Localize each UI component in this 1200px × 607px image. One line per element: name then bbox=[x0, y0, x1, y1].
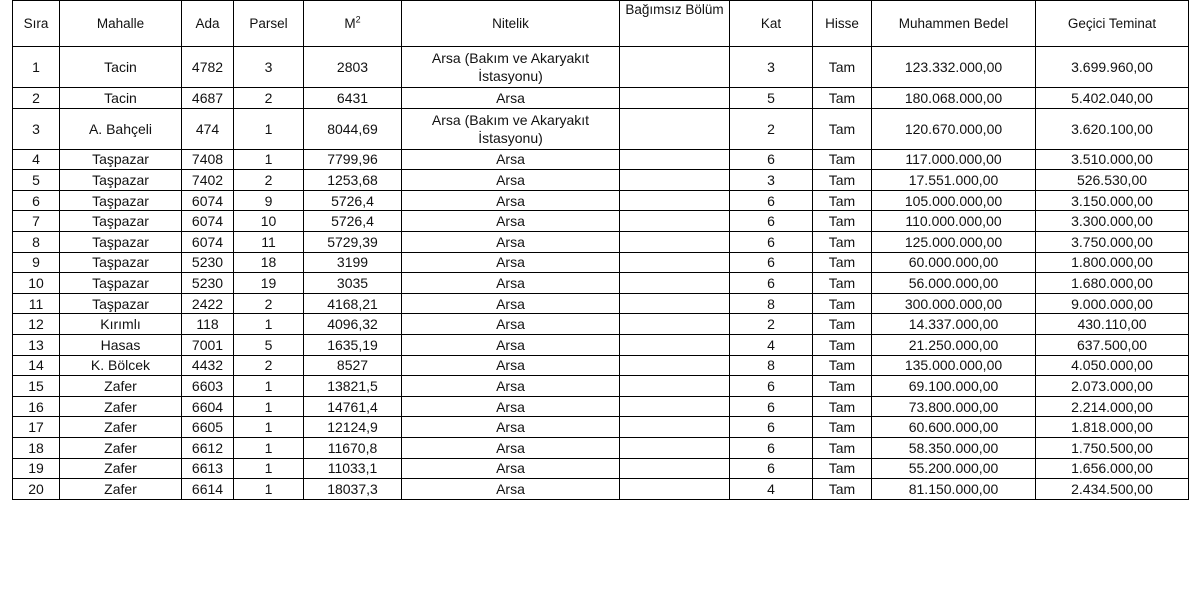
cell-kat: 4 bbox=[730, 334, 813, 355]
cell-ada: 7001 bbox=[182, 334, 234, 355]
cell-gecici-teminat: 1.818.000,00 bbox=[1036, 417, 1189, 438]
cell-mahalle: Taşpazar bbox=[60, 170, 182, 191]
cell-muhammen-bedel: 21.250.000,00 bbox=[872, 334, 1036, 355]
cell-sira: 19 bbox=[13, 458, 60, 479]
cell-m2: 12124,9 bbox=[304, 417, 402, 438]
cell-parsel: 18 bbox=[234, 252, 304, 273]
cell-nitelik: Arsa bbox=[402, 479, 620, 500]
cell-muhammen-bedel: 60.000.000,00 bbox=[872, 252, 1036, 273]
cell-m2: 4096,32 bbox=[304, 314, 402, 335]
cell-nitelik: Arsa bbox=[402, 458, 620, 479]
cell-ada: 4432 bbox=[182, 355, 234, 376]
cell-mahalle: Zafer bbox=[60, 437, 182, 458]
cell-nitelik: Arsa bbox=[402, 417, 620, 438]
cell-bagimsiz-bolum bbox=[620, 334, 730, 355]
document-page bbox=[12, 0, 1188, 607]
cell-gecici-teminat: 3.699.960,00 bbox=[1036, 47, 1189, 88]
cell-hisse: Tam bbox=[813, 231, 872, 252]
table-row bbox=[13, 479, 1189, 500]
table-row bbox=[13, 170, 1189, 191]
table-row bbox=[13, 108, 1189, 149]
table-row bbox=[13, 190, 1189, 211]
cell-bagimsiz-bolum bbox=[620, 293, 730, 314]
cell-ada: 4782 bbox=[182, 47, 234, 88]
cell-gecici-teminat: 1.800.000,00 bbox=[1036, 252, 1189, 273]
cell-sira: 11 bbox=[13, 293, 60, 314]
header-m2-base: M bbox=[344, 15, 356, 31]
cell-kat: 6 bbox=[730, 437, 813, 458]
cell-hisse: Tam bbox=[813, 170, 872, 191]
header-nitelik: Nitelik bbox=[402, 1, 620, 47]
table-header-row bbox=[13, 1, 1189, 47]
cell-gecici-teminat: 1.750.500,00 bbox=[1036, 437, 1189, 458]
cell-hisse: Tam bbox=[813, 88, 872, 109]
cell-muhammen-bedel: 135.000.000,00 bbox=[872, 355, 1036, 376]
table-row bbox=[13, 231, 1189, 252]
cell-m2: 1253,68 bbox=[304, 170, 402, 191]
cell-m2: 3035 bbox=[304, 273, 402, 294]
cell-mahalle: Zafer bbox=[60, 376, 182, 397]
cell-muhammen-bedel: 110.000.000,00 bbox=[872, 211, 1036, 232]
cell-muhammen-bedel: 56.000.000,00 bbox=[872, 273, 1036, 294]
table-row bbox=[13, 355, 1189, 376]
cell-sira: 13 bbox=[13, 334, 60, 355]
header-gecici-teminat: Geçici Teminat bbox=[1036, 1, 1189, 47]
cell-hisse: Tam bbox=[813, 458, 872, 479]
table-row bbox=[13, 417, 1189, 438]
cell-ada: 5230 bbox=[182, 273, 234, 294]
cell-ada: 7402 bbox=[182, 170, 234, 191]
cell-bagimsiz-bolum bbox=[620, 108, 730, 149]
cell-sira: 8 bbox=[13, 231, 60, 252]
cell-m2: 5726,4 bbox=[304, 211, 402, 232]
cell-ada: 7408 bbox=[182, 149, 234, 170]
cell-m2: 3199 bbox=[304, 252, 402, 273]
cell-parsel: 1 bbox=[234, 108, 304, 149]
cell-m2: 8044,69 bbox=[304, 108, 402, 149]
cell-mahalle: Zafer bbox=[60, 458, 182, 479]
cell-nitelik: Arsa bbox=[402, 314, 620, 335]
cell-mahalle: Hasas bbox=[60, 334, 182, 355]
table-row bbox=[13, 396, 1189, 417]
cell-mahalle: Taşpazar bbox=[60, 293, 182, 314]
cell-kat: 6 bbox=[730, 396, 813, 417]
cell-bagimsiz-bolum bbox=[620, 273, 730, 294]
cell-muhammen-bedel: 105.000.000,00 bbox=[872, 190, 1036, 211]
cell-parsel: 2 bbox=[234, 355, 304, 376]
cell-kat: 6 bbox=[730, 376, 813, 397]
table-row bbox=[13, 88, 1189, 109]
cell-mahalle: Taşpazar bbox=[60, 211, 182, 232]
cell-muhammen-bedel: 17.551.000,00 bbox=[872, 170, 1036, 191]
cell-m2: 14761,4 bbox=[304, 396, 402, 417]
cell-parsel: 11 bbox=[234, 231, 304, 252]
cell-mahalle: Zafer bbox=[60, 396, 182, 417]
cell-ada: 5230 bbox=[182, 252, 234, 273]
cell-hisse: Tam bbox=[813, 437, 872, 458]
cell-m2: 5726,4 bbox=[304, 190, 402, 211]
table-row bbox=[13, 437, 1189, 458]
cell-ada: 6074 bbox=[182, 231, 234, 252]
cell-gecici-teminat: 3.300.000,00 bbox=[1036, 211, 1189, 232]
cell-hisse: Tam bbox=[813, 108, 872, 149]
cell-hisse: Tam bbox=[813, 190, 872, 211]
cell-bagimsiz-bolum bbox=[620, 355, 730, 376]
table-row bbox=[13, 314, 1189, 335]
cell-bagimsiz-bolum bbox=[620, 88, 730, 109]
cell-kat: 3 bbox=[730, 47, 813, 88]
cell-ada: 6612 bbox=[182, 437, 234, 458]
cell-bagimsiz-bolum bbox=[620, 314, 730, 335]
cell-nitelik: Arsa bbox=[402, 149, 620, 170]
cell-mahalle: Tacin bbox=[60, 47, 182, 88]
cell-sira: 9 bbox=[13, 252, 60, 273]
cell-nitelik: Arsa bbox=[402, 211, 620, 232]
cell-bagimsiz-bolum bbox=[620, 376, 730, 397]
cell-hisse: Tam bbox=[813, 314, 872, 335]
cell-sira: 4 bbox=[13, 149, 60, 170]
cell-kat: 4 bbox=[730, 479, 813, 500]
cell-mahalle: Taşpazar bbox=[60, 190, 182, 211]
cell-m2: 2803 bbox=[304, 47, 402, 88]
cell-ada: 6074 bbox=[182, 190, 234, 211]
cell-ada: 474 bbox=[182, 108, 234, 149]
cell-kat: 6 bbox=[730, 190, 813, 211]
header-sira: Sıra bbox=[13, 1, 60, 47]
cell-hisse: Tam bbox=[813, 149, 872, 170]
header-ada: Ada bbox=[182, 1, 234, 47]
cell-kat: 6 bbox=[730, 417, 813, 438]
cell-muhammen-bedel: 120.670.000,00 bbox=[872, 108, 1036, 149]
cell-m2: 1635,19 bbox=[304, 334, 402, 355]
cell-muhammen-bedel: 73.800.000,00 bbox=[872, 396, 1036, 417]
cell-m2: 8527 bbox=[304, 355, 402, 376]
cell-gecici-teminat: 526.530,00 bbox=[1036, 170, 1189, 191]
cell-ada: 6074 bbox=[182, 211, 234, 232]
cell-sira: 17 bbox=[13, 417, 60, 438]
cell-nitelik: Arsa bbox=[402, 88, 620, 109]
cell-sira: 14 bbox=[13, 355, 60, 376]
cell-ada: 6614 bbox=[182, 479, 234, 500]
cell-parsel: 9 bbox=[234, 190, 304, 211]
cell-nitelik: Arsa bbox=[402, 190, 620, 211]
cell-mahalle: Taşpazar bbox=[60, 149, 182, 170]
header-muhammen-bedel: Muhammen Bedel bbox=[872, 1, 1036, 47]
table-row bbox=[13, 211, 1189, 232]
cell-ada: 6603 bbox=[182, 376, 234, 397]
cell-bagimsiz-bolum bbox=[620, 417, 730, 438]
cell-bagimsiz-bolum bbox=[620, 252, 730, 273]
cell-muhammen-bedel: 117.000.000,00 bbox=[872, 149, 1036, 170]
table-row bbox=[13, 252, 1189, 273]
cell-gecici-teminat: 5.402.040,00 bbox=[1036, 88, 1189, 109]
cell-kat: 3 bbox=[730, 170, 813, 191]
cell-m2: 18037,3 bbox=[304, 479, 402, 500]
cell-hisse: Tam bbox=[813, 211, 872, 232]
cell-hisse: Tam bbox=[813, 376, 872, 397]
cell-parsel: 2 bbox=[234, 293, 304, 314]
cell-gecici-teminat: 1.656.000,00 bbox=[1036, 458, 1189, 479]
cell-parsel: 1 bbox=[234, 479, 304, 500]
cell-nitelik: Arsa bbox=[402, 376, 620, 397]
cell-gecici-teminat: 637.500,00 bbox=[1036, 334, 1189, 355]
cell-hisse: Tam bbox=[813, 479, 872, 500]
cell-sira: 6 bbox=[13, 190, 60, 211]
cell-sira: 5 bbox=[13, 170, 60, 191]
cell-ada: 6604 bbox=[182, 396, 234, 417]
cell-kat: 6 bbox=[730, 458, 813, 479]
cell-muhammen-bedel: 58.350.000,00 bbox=[872, 437, 1036, 458]
cell-muhammen-bedel: 81.150.000,00 bbox=[872, 479, 1036, 500]
cell-gecici-teminat: 4.050.000,00 bbox=[1036, 355, 1189, 376]
cell-parsel: 1 bbox=[234, 417, 304, 438]
cell-sira: 2 bbox=[13, 88, 60, 109]
cell-ada: 118 bbox=[182, 314, 234, 335]
cell-parsel: 1 bbox=[234, 396, 304, 417]
header-parsel: Parsel bbox=[234, 1, 304, 47]
cell-nitelik: Arsa (Bakım ve Akaryakıt İstasyonu) bbox=[402, 47, 620, 88]
cell-bagimsiz-bolum bbox=[620, 396, 730, 417]
cell-nitelik: Arsa bbox=[402, 231, 620, 252]
cell-bagimsiz-bolum bbox=[620, 211, 730, 232]
cell-sira: 12 bbox=[13, 314, 60, 335]
cell-nitelik: Arsa bbox=[402, 355, 620, 376]
cell-muhammen-bedel: 14.337.000,00 bbox=[872, 314, 1036, 335]
cell-nitelik: Arsa bbox=[402, 334, 620, 355]
cell-parsel: 2 bbox=[234, 88, 304, 109]
cell-parsel: 1 bbox=[234, 458, 304, 479]
table-row bbox=[13, 149, 1189, 170]
header-m2 bbox=[304, 1, 402, 47]
cell-m2: 4168,21 bbox=[304, 293, 402, 314]
cell-sira: 3 bbox=[13, 108, 60, 149]
cell-ada: 4687 bbox=[182, 88, 234, 109]
cell-kat: 6 bbox=[730, 252, 813, 273]
cell-gecici-teminat: 430.110,00 bbox=[1036, 314, 1189, 335]
cell-bagimsiz-bolum bbox=[620, 458, 730, 479]
cell-gecici-teminat: 2.073.000,00 bbox=[1036, 376, 1189, 397]
cell-nitelik: Arsa bbox=[402, 252, 620, 273]
cell-mahalle: Zafer bbox=[60, 479, 182, 500]
cell-sira: 15 bbox=[13, 376, 60, 397]
cell-gecici-teminat: 1.680.000,00 bbox=[1036, 273, 1189, 294]
cell-gecici-teminat: 2.434.500,00 bbox=[1036, 479, 1189, 500]
cell-gecici-teminat: 2.214.000,00 bbox=[1036, 396, 1189, 417]
cell-kat: 6 bbox=[730, 149, 813, 170]
cell-nitelik: Arsa bbox=[402, 396, 620, 417]
cell-mahalle: Taşpazar bbox=[60, 252, 182, 273]
cell-gecici-teminat: 3.620.100,00 bbox=[1036, 108, 1189, 149]
cell-nitelik: Arsa bbox=[402, 170, 620, 191]
cell-muhammen-bedel: 125.000.000,00 bbox=[872, 231, 1036, 252]
cell-gecici-teminat: 3.510.000,00 bbox=[1036, 149, 1189, 170]
cell-muhammen-bedel: 55.200.000,00 bbox=[872, 458, 1036, 479]
cell-mahalle: Taşpazar bbox=[60, 273, 182, 294]
cell-sira: 20 bbox=[13, 479, 60, 500]
header-kat: Kat bbox=[730, 1, 813, 47]
header-m2-superscript: 2 bbox=[355, 14, 361, 24]
cell-m2: 6431 bbox=[304, 88, 402, 109]
cell-mahalle: A. Bahçeli bbox=[60, 108, 182, 149]
cell-kat: 2 bbox=[730, 314, 813, 335]
cell-parsel: 2 bbox=[234, 170, 304, 191]
cell-m2: 11033,1 bbox=[304, 458, 402, 479]
cell-hisse: Tam bbox=[813, 273, 872, 294]
cell-hisse: Tam bbox=[813, 252, 872, 273]
table-row bbox=[13, 334, 1189, 355]
header-mahalle: Mahalle bbox=[60, 1, 182, 47]
cell-mahalle: Taşpazar bbox=[60, 231, 182, 252]
cell-m2: 13821,5 bbox=[304, 376, 402, 397]
cell-parsel: 19 bbox=[234, 273, 304, 294]
cell-muhammen-bedel: 60.600.000,00 bbox=[872, 417, 1036, 438]
cell-parsel: 10 bbox=[234, 211, 304, 232]
cell-muhammen-bedel: 180.068.000,00 bbox=[872, 88, 1036, 109]
header-hisse: Hisse bbox=[813, 1, 872, 47]
cell-m2: 7799,96 bbox=[304, 149, 402, 170]
cell-hisse: Tam bbox=[813, 293, 872, 314]
cell-muhammen-bedel: 123.332.000,00 bbox=[872, 47, 1036, 88]
cell-m2: 5729,39 bbox=[304, 231, 402, 252]
cell-mahalle: Kırımlı bbox=[60, 314, 182, 335]
cell-nitelik: Arsa bbox=[402, 293, 620, 314]
cell-hisse: Tam bbox=[813, 396, 872, 417]
table-row bbox=[13, 273, 1189, 294]
cell-kat: 5 bbox=[730, 88, 813, 109]
table-row bbox=[13, 458, 1189, 479]
cell-bagimsiz-bolum bbox=[620, 231, 730, 252]
cell-gecici-teminat: 3.750.000,00 bbox=[1036, 231, 1189, 252]
cell-sira: 1 bbox=[13, 47, 60, 88]
cell-parsel: 1 bbox=[234, 314, 304, 335]
cell-sira: 16 bbox=[13, 396, 60, 417]
cell-bagimsiz-bolum bbox=[620, 170, 730, 191]
cell-parsel: 1 bbox=[234, 437, 304, 458]
cell-muhammen-bedel: 69.100.000,00 bbox=[872, 376, 1036, 397]
cell-hisse: Tam bbox=[813, 417, 872, 438]
cell-gecici-teminat: 9.000.000,00 bbox=[1036, 293, 1189, 314]
table-row bbox=[13, 376, 1189, 397]
cell-bagimsiz-bolum bbox=[620, 149, 730, 170]
cell-nitelik: Arsa (Bakım ve Akaryakıt İstasyonu) bbox=[402, 108, 620, 149]
cell-kat: 6 bbox=[730, 273, 813, 294]
cell-gecici-teminat: 3.150.000,00 bbox=[1036, 190, 1189, 211]
cell-m2: 11670,8 bbox=[304, 437, 402, 458]
cell-parsel: 3 bbox=[234, 47, 304, 88]
table-row bbox=[13, 47, 1189, 88]
cell-kat: 8 bbox=[730, 355, 813, 376]
cell-ada: 6605 bbox=[182, 417, 234, 438]
cell-kat: 2 bbox=[730, 108, 813, 149]
cell-bagimsiz-bolum bbox=[620, 47, 730, 88]
cell-kat: 6 bbox=[730, 211, 813, 232]
cell-ada: 2422 bbox=[182, 293, 234, 314]
cell-mahalle: Tacin bbox=[60, 88, 182, 109]
cell-sira: 18 bbox=[13, 437, 60, 458]
cell-mahalle: K. Bölcek bbox=[60, 355, 182, 376]
cell-ada: 6613 bbox=[182, 458, 234, 479]
cell-mahalle: Zafer bbox=[60, 417, 182, 438]
cell-hisse: Tam bbox=[813, 47, 872, 88]
cell-bagimsiz-bolum bbox=[620, 190, 730, 211]
cell-hisse: Tam bbox=[813, 334, 872, 355]
cell-nitelik: Arsa bbox=[402, 273, 620, 294]
cell-bagimsiz-bolum bbox=[620, 479, 730, 500]
cell-kat: 8 bbox=[730, 293, 813, 314]
header-bagimsiz-bolum: Bağımsız Bölüm bbox=[620, 1, 730, 47]
cell-muhammen-bedel: 300.000.000,00 bbox=[872, 293, 1036, 314]
cell-bagimsiz-bolum bbox=[620, 437, 730, 458]
cell-nitelik: Arsa bbox=[402, 437, 620, 458]
table-row bbox=[13, 293, 1189, 314]
cell-kat: 6 bbox=[730, 231, 813, 252]
auction-parcel-table bbox=[12, 0, 1189, 500]
cell-parsel: 1 bbox=[234, 376, 304, 397]
cell-sira: 7 bbox=[13, 211, 60, 232]
cell-parsel: 5 bbox=[234, 334, 304, 355]
cell-hisse: Tam bbox=[813, 355, 872, 376]
table-body bbox=[13, 47, 1189, 500]
cell-sira: 10 bbox=[13, 273, 60, 294]
cell-parsel: 1 bbox=[234, 149, 304, 170]
